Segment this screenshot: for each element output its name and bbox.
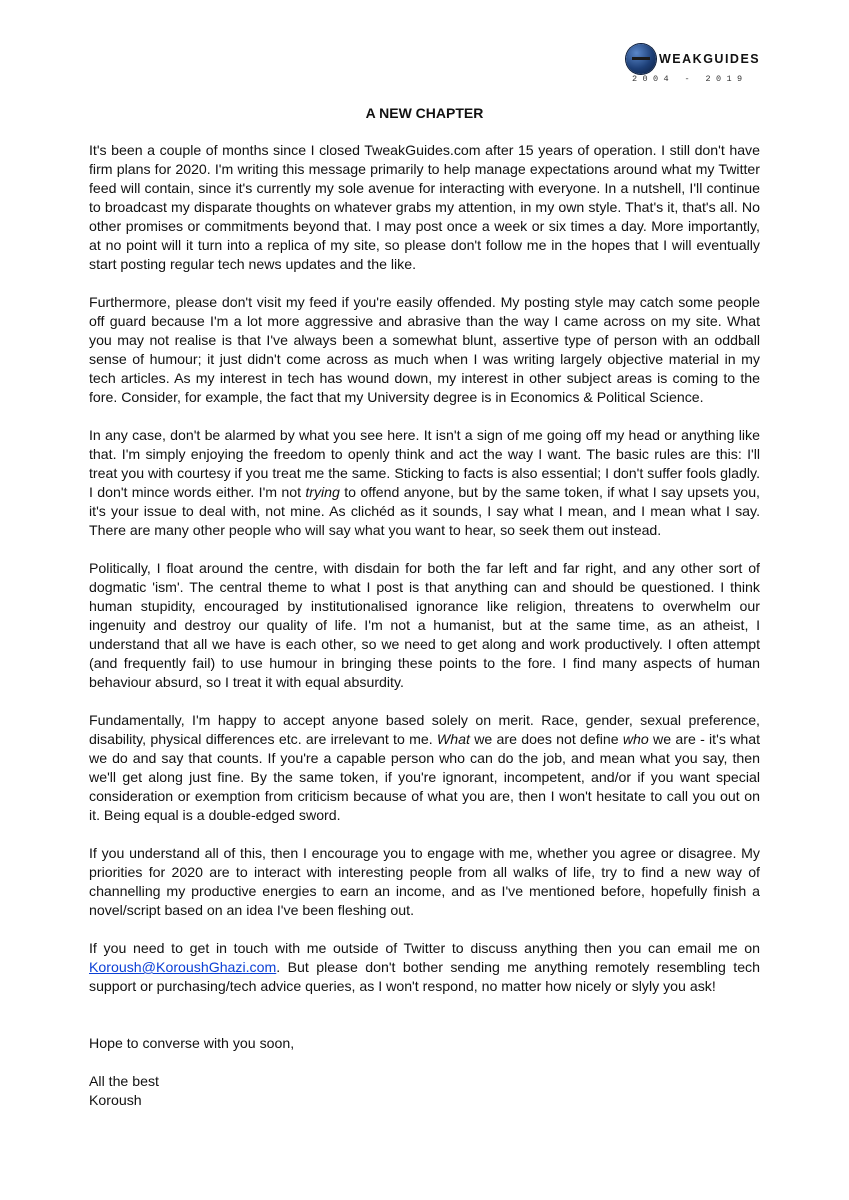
paragraph-contact (89, 939, 760, 996)
paragraph-intro: It's been a couple of months since I closed TweakGuides.com after 15 years of operation. I still don't have firm plans for 2020. I'm writing this message primarily to help manage expectations around what my Twitter feed will contain, since it's currently my sole avenue for interacting with everyone. In a nutshell, I'll continue to broadcast my disparate thoughts on whatever grabs my attention, in my own style. That's it, that's all. No other promises or commitments beyond that. I may post once a week or six times a day. More importantly, at no point will it turn into a replica of my site, so please don't follow me in the hopes that I will eventually start posting regular tech news updates and the like. (89, 142, 760, 272)
email-link[interactable]: Koroush@KoroushGhazi.com (89, 959, 277, 975)
emphasis-what: What (436, 731, 470, 747)
signature-name: Koroush (89, 1092, 142, 1108)
paragraph-contact-text-b: . But please don't bother sending me anything remotely resembling tech support or purchasing/tech advice queries, as I won't respond, no matter how nicely or slyly you ask! (89, 959, 760, 994)
paragraph-merit-text-a: Fundamentally, I'm happy to accept anyone based solely on merit. Race, gender, sexual preference, disability, physical differences etc. are irrelevant to me. (89, 712, 760, 747)
tweakguides-logo (626, 44, 766, 88)
signoff: All the best (89, 1073, 159, 1089)
emphasis-trying: trying (305, 484, 340, 500)
paragraph-rules-text-a: In any case, don't be alarmed by what you see here. It isn't a sign of me going off my head or anything like that. I'm simply enjoying the freedom to openly think and act the way I want. The basic rules are this: I'll treat you with courtesy if you treat me the same. Sticking to facts is also essential; I don't suffer fools gladly. I don't mince words either. I'm not (89, 427, 760, 500)
paragraph-merit-text-b: we are does not define (469, 731, 623, 747)
logo-text: WEAKGUIDES (659, 51, 761, 66)
paragraph-contact-text-a: If you need to get in touch with me outside of Twitter to discuss anything then you can email me on (89, 940, 760, 956)
paragraph-merit-text-c: we are - it's what we do and say that counts. If you're a capable person who can do the job, and mean what you say, then we'll get along just fine. By the same token, if you're ignorant, incompetent, and/or if you want special consideration or exemption from criticism because of what you are, then I won't hesitate to call you out on it. Being equal is a double-edged sword. (89, 731, 761, 823)
paragraph-politics: Politically, I float around the centre, with disdain for both the far left and far right, and any other sort of dogmatic 'ism'. The central theme to what I post is that anything can and should be questioned. I think human stupidity, encouraged by institutionalised ignorance like religion, threatens to overwhelm our ingenuity and destroy our quality of life. I'm not a humanist, but at the same time, as an atheist, I understand that all we have is each other, so we need to get along and work productively. I often attempt (and frequently fail) to use humour in bringing these points to the fore. I find many aspects of human behaviour absurd, so I treat it with equal absurdity. (89, 560, 760, 690)
paragraph-merit (89, 711, 760, 825)
paragraph-rules-text-b: to offend anyone, but by the same token, if what I say upsets you, it's your issue to deal with, not mine. As clichéd as it sounds, I say what I mean, and I mean what I say. There are many other people who will say what you want to hear, so seek them out instead. (89, 484, 760, 538)
page-title: A NEW CHAPTER (365, 105, 484, 121)
paragraph-offended: Furthermore, please don't visit my feed if you're easily offended. My posting style may catch some people off guard because I'm a lot more aggressive and abrasive than the way I came across on my site. What you may not realise is that I've always been a somewhat blunt, assertive type of person with an oddball sense of humour; it just didn't come across as much when I was writing largely objective material in my tech articles. As my interest in tech has wound down, my interest in other subject areas is coming to the fore. Consider, for example, the fact that my University degree is in Economics & Political Science. (89, 294, 760, 405)
logo-years: 2004 - 2019 (632, 74, 748, 84)
paragraph-priorities: If you understand all of this, then I encourage you to engage with me, whether you agree or disagree. My priorities for 2020 are to interact with interesting people from all walks of life, try to find a new way of channelling my productive energies to earn an income, and as I've mentioned before, hopefully finish a novel/script based on an idea I've been fleshing out. (89, 845, 760, 918)
letter-body (89, 141, 760, 1110)
closing-line: Hope to converse with you soon, (89, 1035, 295, 1051)
paragraph-rules (89, 426, 760, 540)
logo-globe-icon (626, 44, 656, 74)
emphasis-who: who (622, 731, 649, 747)
